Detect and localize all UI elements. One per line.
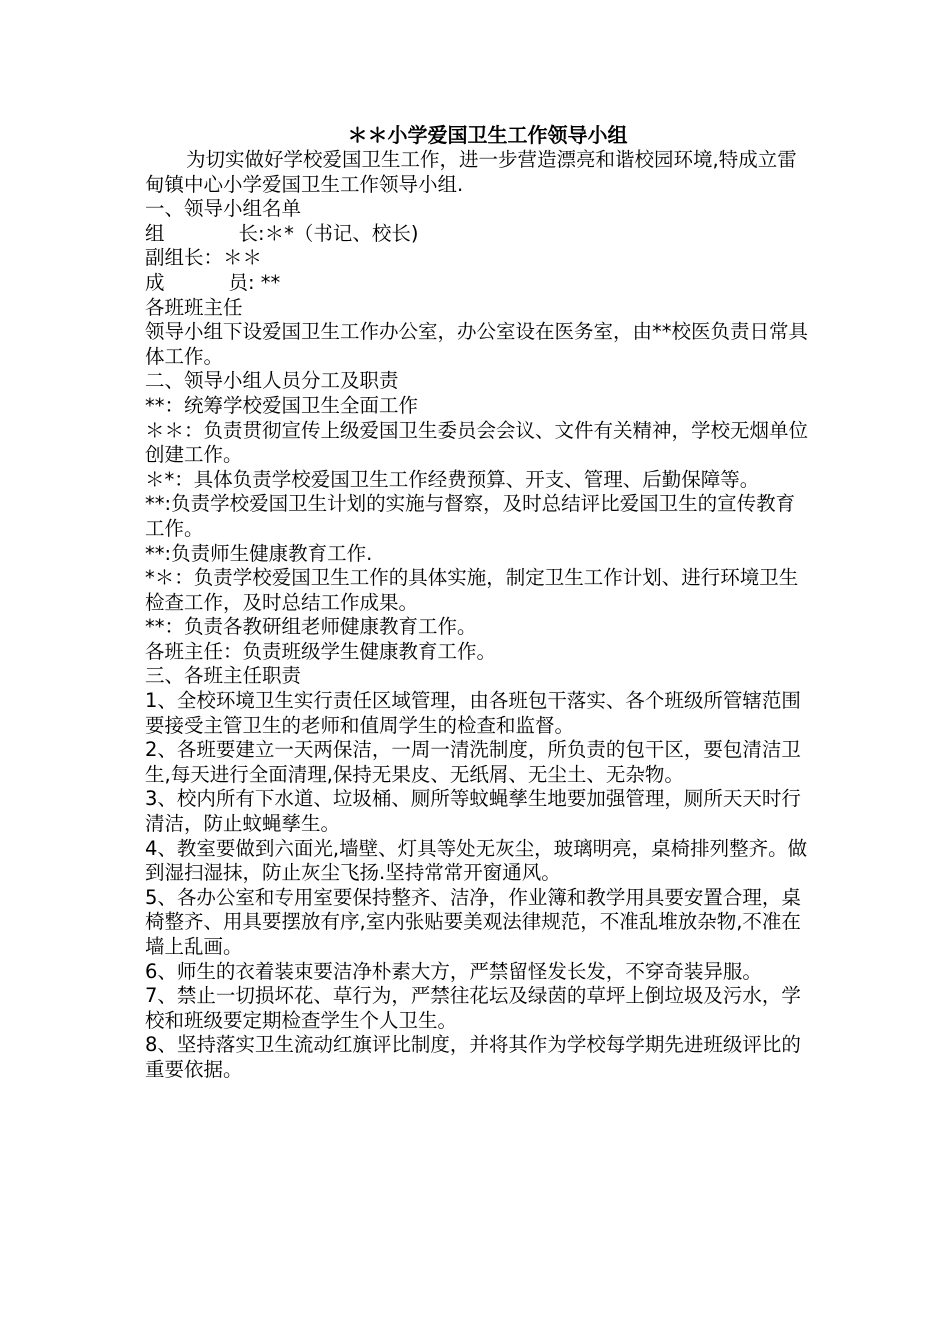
section2-heading: 二、领导小组人员分工及职责 xyxy=(145,369,399,393)
section1-heading: 一、领导小组名单 xyxy=(145,197,302,221)
member-label: 成 员 xyxy=(145,270,248,294)
duty-item: 各班主任：负责班级学生健康教育工作。 xyxy=(145,639,497,663)
duty-item: **:负责师生健康教育工作. xyxy=(145,541,373,565)
leader-row xyxy=(145,222,810,247)
responsibility-item: 4、教室要做到六面光,墙壁、灯具等处无灰尘，玻璃明亮，桌椅排列整齐。做到湿扫湿抹，防止灰尘飞扬.坚持常常开窗通风。 xyxy=(145,836,808,885)
responsibility-item: 5、各办公室和专用室要保持整齐、洁净，作业簿和教学用具要安置合理，桌椅整齐、用具要摆放有序,室内张贴要美观法律规范，不准乱堆放杂物,不准在墙上乱画。 xyxy=(145,885,801,958)
member-value: : ** xyxy=(248,270,281,294)
duty-item: ＊＊：负责贯彻宣传上级爱国卫生委员会会议、文件有关精神，学校无烟单位创建工作。 xyxy=(145,418,809,467)
duty-item: **：统筹学校爱国卫生全面工作 xyxy=(145,393,419,417)
responsibility-item: 2、各班要建立一天两保洁，一周一清洗制度，所负责的包干区，要包清洁卫生,每天进行全面清理,保持无果皮、无纸屑、无尘土、无杂物。 xyxy=(145,738,801,786)
leader-label: 组 长 xyxy=(145,221,258,245)
document-page xyxy=(145,122,810,1083)
office-note: 领导小组下设爱国卫生工作办公室，办公室设在医务室，由**校医负责日常具体工作。 xyxy=(145,320,809,368)
duty-item: **：负责各教研组老师健康教育工作。 xyxy=(145,615,477,639)
duty-item: ＊*：具体负责学校爱国卫生工作经费预算、开支、管理、后勤保障等。 xyxy=(145,467,760,491)
responsibility-item: 8、坚持落实卫生流动红旗评比制度，并将其作为学校每学期先进班级评比的重要依据。 xyxy=(145,1033,801,1081)
section3-heading: 三、各班主任职责 xyxy=(145,664,302,688)
responsibility-item: 1、全校环境卫生实行责任区域管理，由各班包干落实、各个班级所管辖范围要接受主管卫生的老师和值周学生的检查和监督。 xyxy=(145,689,801,737)
duty-item: **:负责学校爱国卫生计划的实施与督察，及时总结评比爱国卫生的宣传教育工作。 xyxy=(145,492,796,540)
deputy-row: 副组长：＊＊ xyxy=(145,246,263,270)
responsibility-item: 6、师生的衣着装束要洁净朴素大方，严禁留怪发长发，不穿奇装异服。 xyxy=(145,959,762,983)
duty-item: *＊：负责学校爱国卫生工作的具体实施，制定卫生工作计划、进行环境卫生检查工作，及时总结工作成果。 xyxy=(145,566,799,614)
intro-paragraph: 为切实做好学校爱国卫生工作，进一步营造漂亮和谐校园环境,特成立雷甸镇中心小学爱国卫生工作领导小组. xyxy=(145,148,797,196)
responsibility-item: 3、校内所有下水道、垃圾桶、厕所等蚊蝇孳生地要加强管理，厕所天天时行清洁，防止蚊蝇孳生。 xyxy=(145,787,801,836)
class-teachers: 各班班主任 xyxy=(145,295,243,319)
document-title: ＊＊小学爱国卫生工作领导小组 xyxy=(347,123,628,147)
leader-value: :＊*（书记、校长) xyxy=(258,221,419,245)
responsibility-item: 7、禁止一切损坏花、草行为，严禁往花坛及绿茵的草坪上倒垃圾及污水，学校和班级要定期检查学生个人卫生。 xyxy=(145,984,801,1032)
member-row xyxy=(145,271,810,296)
